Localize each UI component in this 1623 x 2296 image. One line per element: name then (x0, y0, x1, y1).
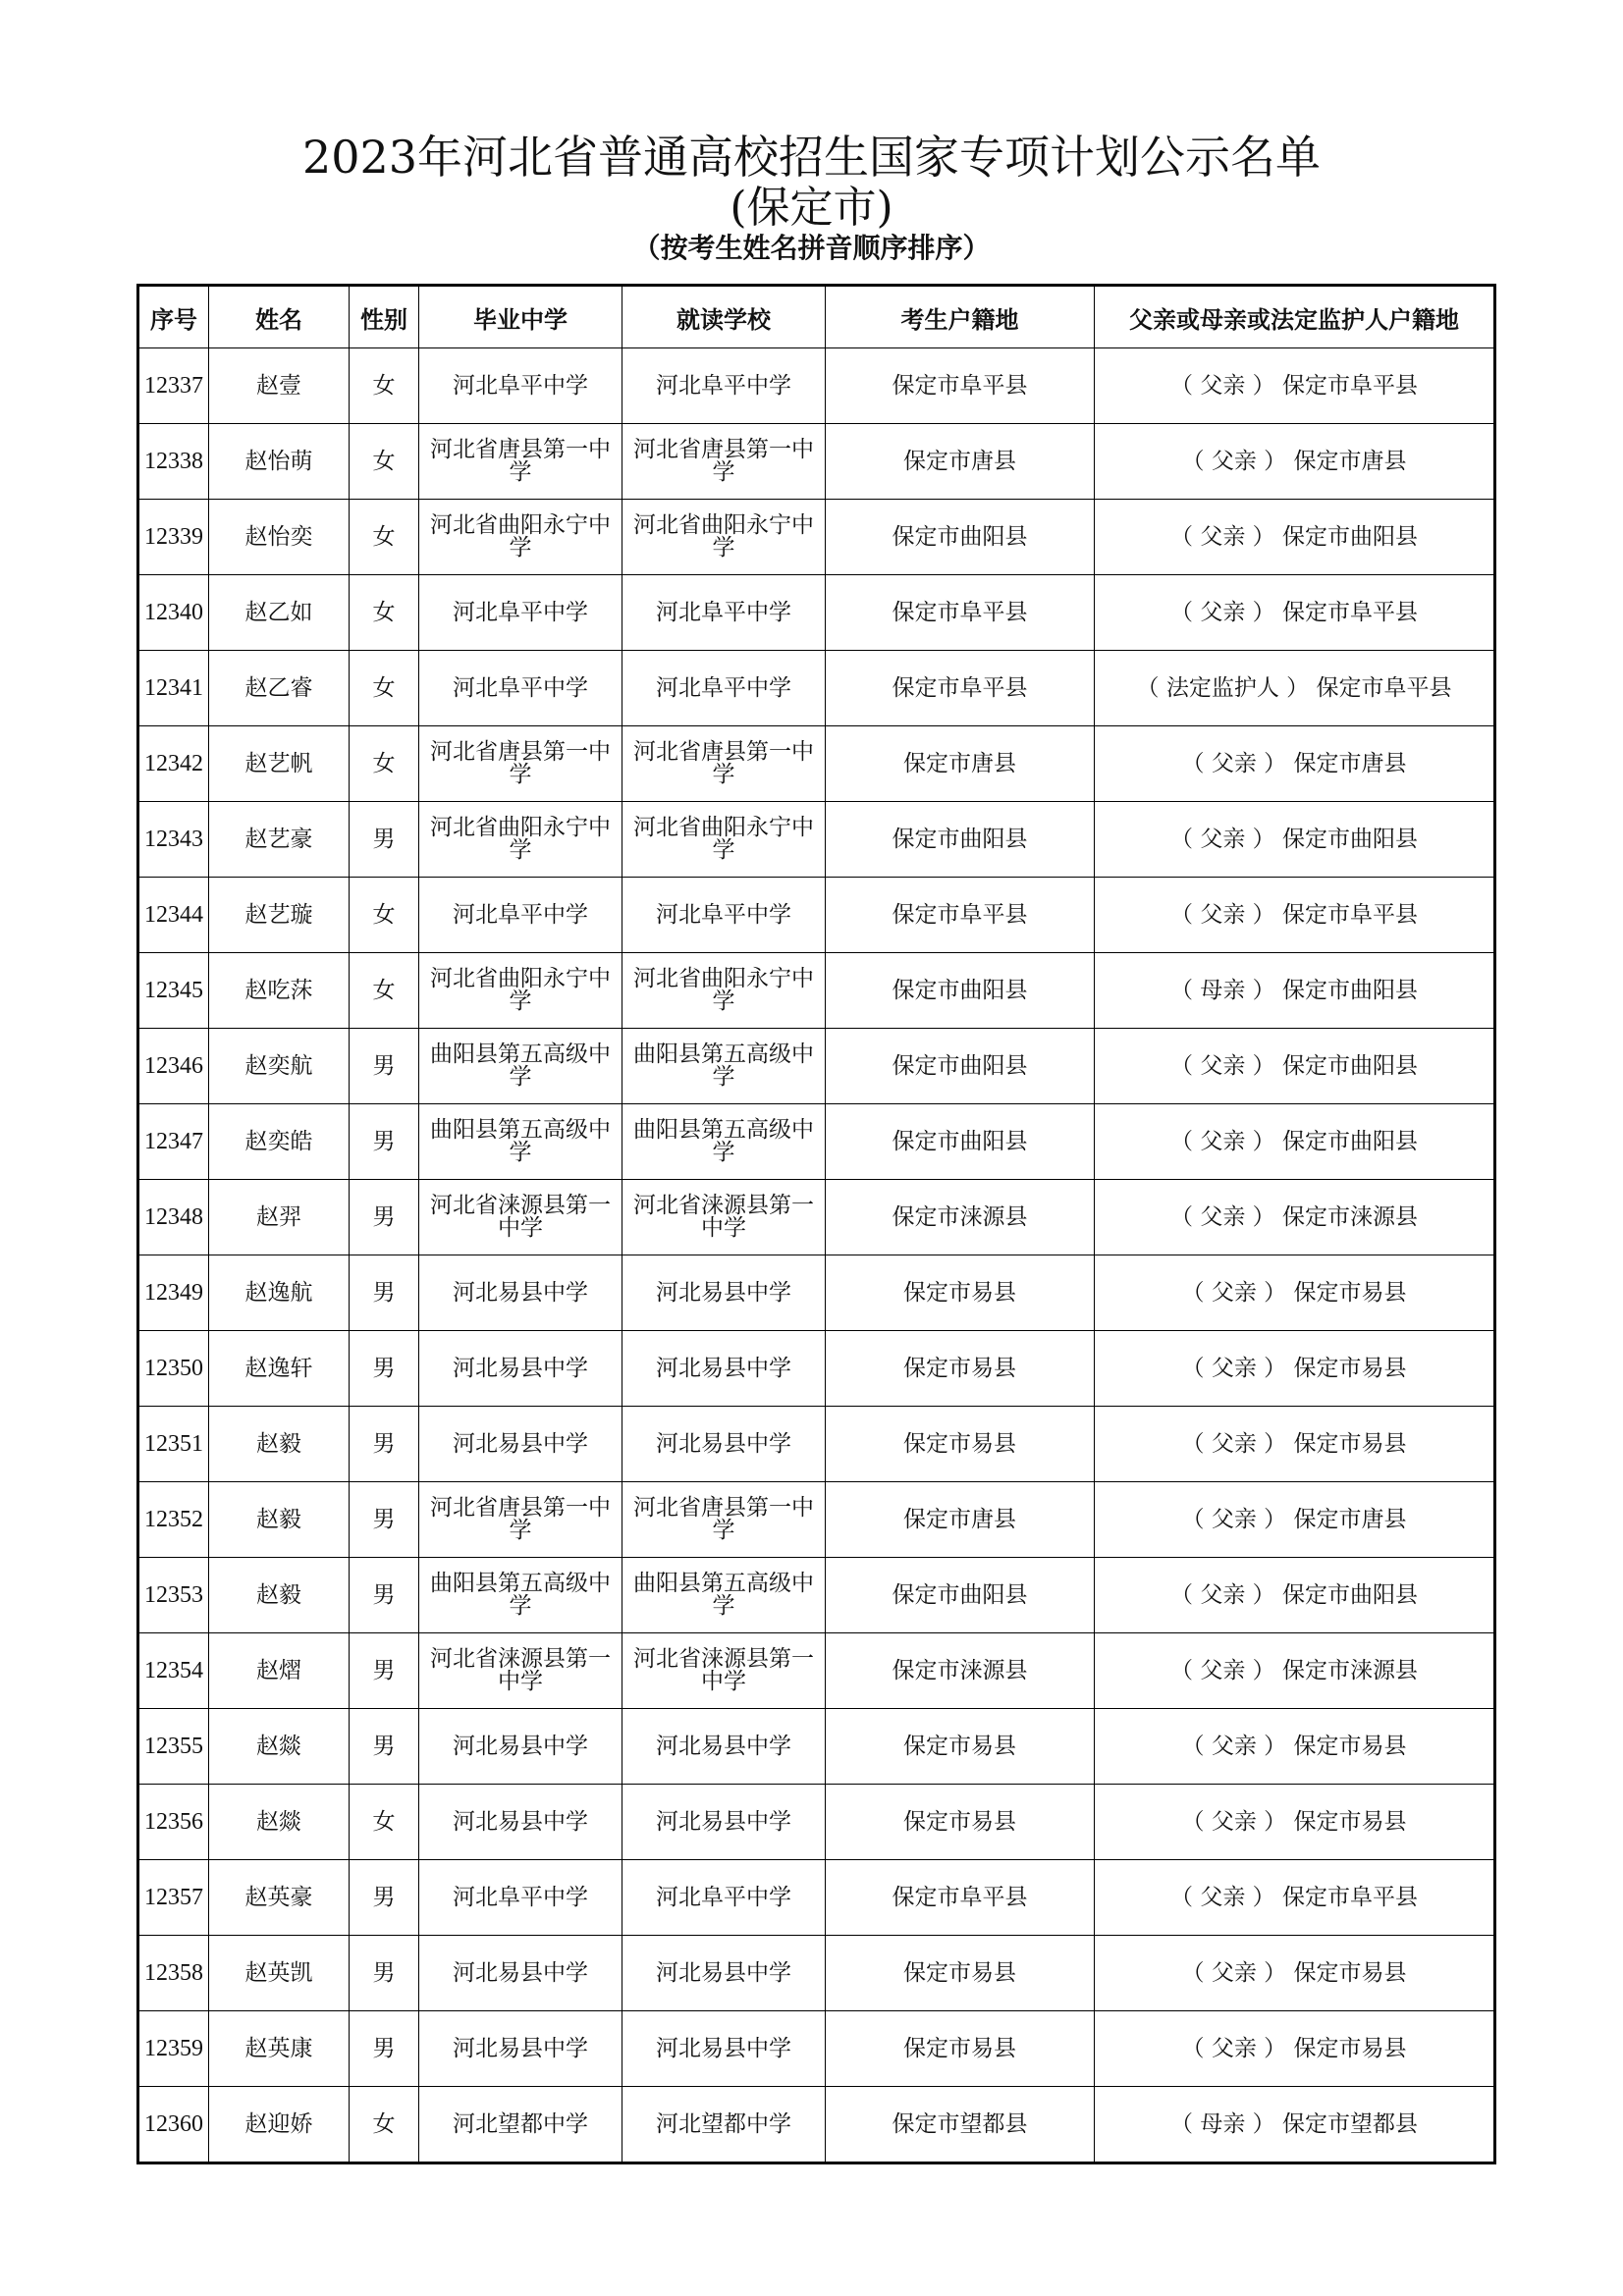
header-domicile: 考生户籍地 (826, 286, 1095, 348)
cell-domicile: 保定市曲阳县 (826, 802, 1095, 878)
table-row (138, 726, 1495, 802)
cell-guardian-domicile: （ 父亲 ） 保定市曲阳县 (1095, 1104, 1495, 1180)
cell-current-school: 河北省涞源县第一中学 (622, 1633, 826, 1709)
table-row (138, 1936, 1495, 2011)
table-row (138, 1709, 1495, 1785)
cell-grad-school: 河北阜平中学 (419, 878, 622, 953)
header-grad-school: 毕业中学 (419, 286, 622, 348)
header-current-school: 就读学校 (622, 286, 826, 348)
cell-guardian-domicile: （ 父亲 ） 保定市曲阳县 (1095, 1558, 1495, 1633)
cell-seq: 12348 (138, 1180, 209, 1255)
cell-seq: 12338 (138, 424, 209, 500)
cell-seq: 12340 (138, 575, 209, 651)
cell-domicile: 保定市曲阳县 (826, 1029, 1095, 1104)
cell-domicile: 保定市唐县 (826, 726, 1095, 802)
cell-grad-school: 曲阳县第五高级中学 (419, 1104, 622, 1180)
cell-grad-school: 河北易县中学 (419, 1785, 622, 1860)
table-row (138, 1180, 1495, 1255)
cell-grad-school: 河北易县中学 (419, 1936, 622, 2011)
cell-guardian-domicile: （ 父亲 ） 保定市曲阳县 (1095, 500, 1495, 575)
cell-current-school: 河北省曲阳永宁中学 (622, 500, 826, 575)
cell-grad-school: 河北省涞源县第一中学 (419, 1180, 622, 1255)
cell-seq: 12351 (138, 1407, 209, 1482)
table-row (138, 575, 1495, 651)
header-name: 姓名 (209, 286, 350, 348)
cell-seq: 12342 (138, 726, 209, 802)
cell-name: 赵艺璇 (209, 878, 350, 953)
cell-guardian-domicile: （ 父亲 ） 保定市唐县 (1095, 726, 1495, 802)
cell-name: 赵奕航 (209, 1029, 350, 1104)
cell-name: 赵英凯 (209, 1936, 350, 2011)
cell-guardian-domicile: （ 母亲 ） 保定市望都县 (1095, 2087, 1495, 2163)
cell-name: 赵奕皓 (209, 1104, 350, 1180)
cell-current-school: 河北省唐县第一中学 (622, 424, 826, 500)
cell-name: 赵燚 (209, 1785, 350, 1860)
cell-name: 赵迎娇 (209, 2087, 350, 2163)
cell-gender: 女 (350, 348, 419, 424)
cell-seq: 12346 (138, 1029, 209, 1104)
cell-grad-school: 河北易县中学 (419, 2011, 622, 2087)
cell-domicile: 保定市曲阳县 (826, 953, 1095, 1029)
cell-guardian-domicile: （ 父亲 ） 保定市唐县 (1095, 424, 1495, 500)
table-row (138, 1860, 1495, 1936)
cell-seq: 12344 (138, 878, 209, 953)
cell-name: 赵毅 (209, 1482, 350, 1558)
cell-name: 赵怡萌 (209, 424, 350, 500)
cell-guardian-domicile: （ 父亲 ） 保定市涞源县 (1095, 1633, 1495, 1709)
cell-name: 赵乙睿 (209, 651, 350, 726)
cell-seq: 12355 (138, 1709, 209, 1785)
cell-gender: 男 (350, 1255, 419, 1331)
header-guardian-domicile: 父亲或母亲或法定监护人户籍地 (1095, 286, 1495, 348)
cell-grad-school: 河北易县中学 (419, 1331, 622, 1407)
cell-grad-school: 河北阜平中学 (419, 575, 622, 651)
cell-domicile: 保定市望都县 (826, 2087, 1095, 2163)
cell-gender: 男 (350, 1331, 419, 1407)
cell-guardian-domicile: （ 父亲 ） 保定市阜平县 (1095, 348, 1495, 424)
cell-gender: 男 (350, 1104, 419, 1180)
cell-grad-school: 河北省曲阳永宁中学 (419, 500, 622, 575)
cell-current-school: 河北阜平中学 (622, 575, 826, 651)
cell-seq: 12356 (138, 1785, 209, 1860)
cell-name: 赵逸轩 (209, 1331, 350, 1407)
cell-name: 赵羿 (209, 1180, 350, 1255)
cell-gender: 女 (350, 953, 419, 1029)
table-row (138, 1633, 1495, 1709)
cell-grad-school: 曲阳县第五高级中学 (419, 1029, 622, 1104)
cell-current-school: 河北省唐县第一中学 (622, 1482, 826, 1558)
table-row (138, 1407, 1495, 1482)
cell-grad-school: 河北省唐县第一中学 (419, 424, 622, 500)
cell-grad-school: 河北望都中学 (419, 2087, 622, 2163)
cell-seq: 12345 (138, 953, 209, 1029)
cell-current-school: 河北省曲阳永宁中学 (622, 802, 826, 878)
table-row (138, 953, 1495, 1029)
table-row (138, 500, 1495, 575)
cell-guardian-domicile: （ 父亲 ） 保定市易县 (1095, 1936, 1495, 2011)
cell-gender: 女 (350, 1785, 419, 1860)
cell-name: 赵吃莯 (209, 953, 350, 1029)
cell-name: 赵艺豪 (209, 802, 350, 878)
cell-domicile: 保定市唐县 (826, 424, 1095, 500)
cell-name: 赵英康 (209, 2011, 350, 2087)
student-list-table (136, 284, 1496, 2164)
cell-gender: 男 (350, 1482, 419, 1558)
cell-domicile: 保定市易县 (826, 1785, 1095, 1860)
cell-guardian-domicile: （ 父亲 ） 保定市曲阳县 (1095, 1029, 1495, 1104)
cell-current-school: 河北易县中学 (622, 1407, 826, 1482)
cell-current-school: 河北易县中学 (622, 1255, 826, 1331)
table-header-row (138, 286, 1495, 348)
cell-current-school: 河北易县中学 (622, 1331, 826, 1407)
cell-gender: 女 (350, 500, 419, 575)
cell-current-school: 河北阜平中学 (622, 651, 826, 726)
table-row (138, 1785, 1495, 1860)
cell-grad-school: 曲阳县第五高级中学 (419, 1558, 622, 1633)
cell-name: 赵毅 (209, 1407, 350, 1482)
cell-grad-school: 河北省唐县第一中学 (419, 1482, 622, 1558)
table-row (138, 802, 1495, 878)
cell-guardian-domicile: （ 父亲 ） 保定市易县 (1095, 1407, 1495, 1482)
cell-name: 赵逸航 (209, 1255, 350, 1331)
cell-gender: 女 (350, 878, 419, 953)
cell-name: 赵熠 (209, 1633, 350, 1709)
cell-name: 赵燚 (209, 1709, 350, 1785)
cell-domicile: 保定市易县 (826, 1407, 1095, 1482)
table-row (138, 1482, 1495, 1558)
cell-domicile: 保定市易县 (826, 1255, 1095, 1331)
cell-grad-school: 河北省唐县第一中学 (419, 726, 622, 802)
cell-seq: 12339 (138, 500, 209, 575)
cell-grad-school: 河北阜平中学 (419, 348, 622, 424)
cell-domicile: 保定市阜平县 (826, 651, 1095, 726)
cell-current-school: 河北易县中学 (622, 2011, 826, 2087)
cell-seq: 12353 (138, 1558, 209, 1633)
cell-domicile: 保定市涞源县 (826, 1180, 1095, 1255)
cell-gender: 男 (350, 1633, 419, 1709)
cell-current-school: 河北易县中学 (622, 1785, 826, 1860)
cell-current-school: 河北易县中学 (622, 1936, 826, 2011)
table-row (138, 651, 1495, 726)
cell-gender: 男 (350, 1558, 419, 1633)
cell-grad-school: 河北易县中学 (419, 1709, 622, 1785)
table-row (138, 878, 1495, 953)
cell-guardian-domicile: （ 父亲 ） 保定市易县 (1095, 1255, 1495, 1331)
cell-seq: 12352 (138, 1482, 209, 1558)
cell-grad-school: 河北省曲阳永宁中学 (419, 953, 622, 1029)
table-row (138, 348, 1495, 424)
cell-gender: 女 (350, 651, 419, 726)
cell-seq: 12343 (138, 802, 209, 878)
sort-note: （按考生姓名拼音顺序排序） (632, 232, 991, 264)
cell-name: 赵壹 (209, 348, 350, 424)
table-row (138, 2087, 1495, 2163)
cell-domicile: 保定市曲阳县 (826, 500, 1095, 575)
cell-current-school: 河北省涞源县第一中学 (622, 1180, 826, 1255)
cell-guardian-domicile: （ 父亲 ） 保定市易县 (1095, 1331, 1495, 1407)
cell-gender: 男 (350, 1709, 419, 1785)
header-gender: 性别 (350, 286, 419, 348)
cell-current-school: 河北省唐县第一中学 (622, 726, 826, 802)
cell-seq: 12358 (138, 1936, 209, 2011)
page-title: 2023年河北省普通高校招生国家专项计划公示名单 (301, 131, 1322, 184)
cell-seq: 12354 (138, 1633, 209, 1709)
cell-guardian-domicile: （ 母亲 ） 保定市曲阳县 (1095, 953, 1495, 1029)
cell-current-school: 河北易县中学 (622, 1709, 826, 1785)
cell-name: 赵毅 (209, 1558, 350, 1633)
cell-domicile: 保定市曲阳县 (826, 1558, 1095, 1633)
cell-name: 赵怡奕 (209, 500, 350, 575)
table-row (138, 1029, 1495, 1104)
cell-gender: 男 (350, 1029, 419, 1104)
cell-seq: 12359 (138, 2011, 209, 2087)
cell-grad-school: 河北阜平中学 (419, 1860, 622, 1936)
cell-seq: 12337 (138, 348, 209, 424)
cell-current-school: 河北阜平中学 (622, 1860, 826, 1936)
cell-gender: 女 (350, 575, 419, 651)
header-seq: 序号 (138, 286, 209, 348)
cell-guardian-domicile: （ 法定监护人 ） 保定市阜平县 (1095, 651, 1495, 726)
cell-domicile: 保定市阜平县 (826, 1860, 1095, 1936)
cell-guardian-domicile: （ 父亲 ） 保定市阜平县 (1095, 1860, 1495, 1936)
cell-name: 赵乙如 (209, 575, 350, 651)
cell-seq: 12360 (138, 2087, 209, 2163)
cell-domicile: 保定市涞源县 (826, 1633, 1095, 1709)
cell-gender: 男 (350, 1407, 419, 1482)
cell-current-school: 河北省曲阳永宁中学 (622, 953, 826, 1029)
cell-seq: 12349 (138, 1255, 209, 1331)
table-row (138, 1255, 1495, 1331)
cell-seq: 12347 (138, 1104, 209, 1180)
cell-guardian-domicile: （ 父亲 ） 保定市阜平县 (1095, 575, 1495, 651)
cell-gender: 男 (350, 1936, 419, 2011)
cell-guardian-domicile: （ 父亲 ） 保定市涞源县 (1095, 1180, 1495, 1255)
cell-guardian-domicile: （ 父亲 ） 保定市易县 (1095, 1785, 1495, 1860)
cell-guardian-domicile: （ 父亲 ） 保定市唐县 (1095, 1482, 1495, 1558)
cell-gender: 女 (350, 726, 419, 802)
cell-grad-school: 河北易县中学 (419, 1407, 622, 1482)
cell-current-school: 河北阜平中学 (622, 878, 826, 953)
table-row (138, 424, 1495, 500)
cell-domicile: 保定市阜平县 (826, 878, 1095, 953)
cell-current-school: 曲阳县第五高级中学 (622, 1029, 826, 1104)
page-subtitle: (保定市) (730, 183, 893, 233)
cell-domicile: 保定市曲阳县 (826, 1104, 1095, 1180)
cell-gender: 女 (350, 424, 419, 500)
cell-grad-school: 河北省涞源县第一中学 (419, 1633, 622, 1709)
cell-domicile: 保定市唐县 (826, 1482, 1095, 1558)
cell-domicile: 保定市易县 (826, 1709, 1095, 1785)
cell-name: 赵艺帆 (209, 726, 350, 802)
cell-domicile: 保定市易县 (826, 2011, 1095, 2087)
cell-current-school: 河北望都中学 (622, 2087, 826, 2163)
cell-seq: 12357 (138, 1860, 209, 1936)
cell-domicile: 保定市阜平县 (826, 348, 1095, 424)
cell-grad-school: 河北易县中学 (419, 1255, 622, 1331)
cell-grad-school: 河北省曲阳永宁中学 (419, 802, 622, 878)
cell-grad-school: 河北阜平中学 (419, 651, 622, 726)
cell-gender: 男 (350, 2011, 419, 2087)
cell-domicile: 保定市易县 (826, 1331, 1095, 1407)
cell-seq: 12341 (138, 651, 209, 726)
table-row (138, 2011, 1495, 2087)
table-body (138, 348, 1495, 2163)
cell-guardian-domicile: （ 父亲 ） 保定市曲阳县 (1095, 802, 1495, 878)
cell-guardian-domicile: （ 父亲 ） 保定市易县 (1095, 2011, 1495, 2087)
cell-gender: 男 (350, 802, 419, 878)
cell-gender: 男 (350, 1860, 419, 1936)
cell-current-school: 曲阳县第五高级中学 (622, 1558, 826, 1633)
cell-gender: 女 (350, 2087, 419, 2163)
cell-seq: 12350 (138, 1331, 209, 1407)
cell-domicile: 保定市阜平县 (826, 575, 1095, 651)
cell-domicile: 保定市易县 (826, 1936, 1095, 2011)
table-row (138, 1104, 1495, 1180)
cell-name: 赵英豪 (209, 1860, 350, 1936)
cell-guardian-domicile: （ 父亲 ） 保定市易县 (1095, 1709, 1495, 1785)
cell-guardian-domicile: （ 父亲 ） 保定市阜平县 (1095, 878, 1495, 953)
cell-current-school: 曲阳县第五高级中学 (622, 1104, 826, 1180)
cell-gender: 男 (350, 1180, 419, 1255)
table-row (138, 1331, 1495, 1407)
cell-current-school: 河北阜平中学 (622, 348, 826, 424)
table-row (138, 1558, 1495, 1633)
